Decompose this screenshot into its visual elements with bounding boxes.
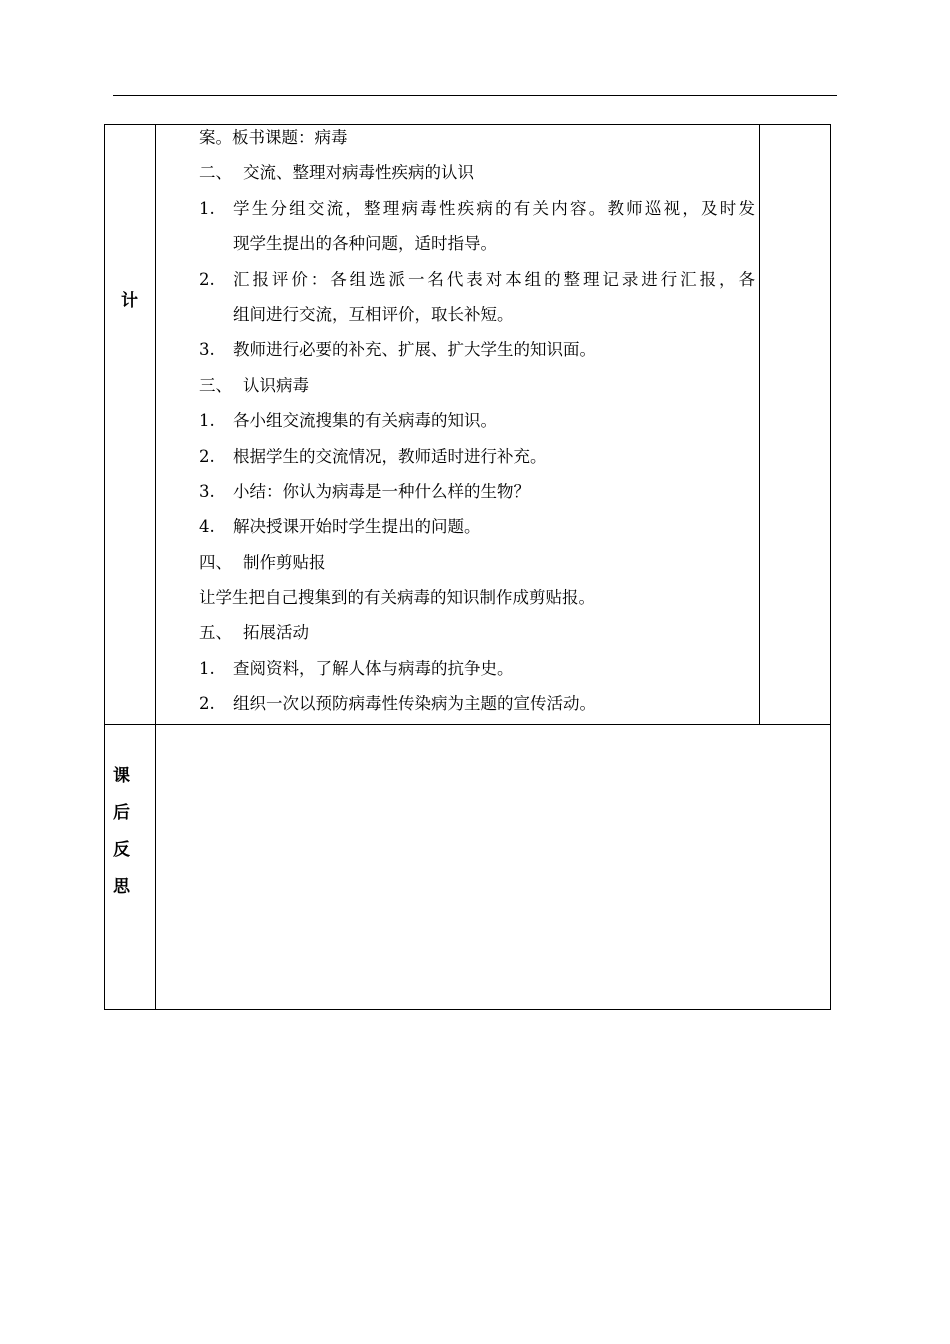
reflection-char: 课 [113, 766, 130, 786]
content-line: 案。板书课题：病毒 [199, 128, 348, 147]
list-item [199, 199, 755, 234]
item-text: 解决授课开始时学生提出的问题。 [233, 517, 481, 537]
item-text: 根据学生的交流情况，教师适时进行补充。 [233, 446, 547, 466]
list-item [199, 482, 755, 517]
list-item [199, 411, 755, 446]
item-text: 查阅资料，了解人体与病毒的抗争史。 [233, 658, 514, 678]
table-divider-left [155, 124, 156, 1010]
section-heading [199, 163, 755, 198]
section-heading [199, 376, 755, 411]
section-title: 交流、整理对病毒性疾病的认识 [243, 163, 474, 183]
item-number: 2. [199, 694, 215, 714]
item-number: 3. [199, 481, 215, 501]
list-item [199, 517, 755, 552]
item-text: 组织一次以预防病毒性传染病为主题的宣传活动。 [233, 694, 596, 714]
item-text: 教师进行必要的补充、扩展、扩大学生的知识面。 [233, 340, 596, 360]
section-number: 五、 [199, 623, 232, 643]
item-number: 2. [199, 269, 215, 289]
section-title: 拓展活动 [243, 623, 309, 643]
section-label-design: 计 [121, 291, 138, 311]
item-continuation: 现学生提出的各种问题，适时指导。 [233, 234, 497, 254]
content-line: 让学生把自己搜集到的有关病毒的知识制作成剪贴报。 [199, 588, 595, 608]
reflection-char: 后 [113, 803, 130, 823]
list-item [199, 659, 755, 694]
reflection-char: 思 [113, 877, 130, 897]
section-number: 四、 [199, 552, 232, 572]
section-heading [199, 553, 755, 588]
section-title: 认识病毒 [243, 375, 309, 395]
table-divider-right [759, 124, 760, 724]
lesson-content [199, 128, 755, 730]
list-item [199, 270, 755, 305]
item-text: 各小组交流搜集的有关病毒的知识。 [233, 411, 497, 431]
item-number: 1. [199, 658, 215, 678]
section-title: 制作剪贴报 [243, 552, 326, 572]
item-text: 汇报评价：各组选派一名代表对本组的整理记录进行汇报，各 [233, 269, 755, 289]
item-number: 1. [199, 411, 215, 431]
item-number: 2. [199, 446, 215, 466]
item-continuation: 组间进行交流，互相评价，取长补短。 [233, 304, 514, 324]
section-heading [199, 623, 755, 658]
list-item [199, 694, 755, 729]
list-item [199, 447, 755, 482]
item-number: 3. [199, 340, 215, 360]
section-number: 三、 [199, 375, 232, 395]
section-label-reflection [113, 758, 133, 906]
header-rule [113, 95, 837, 96]
section-number: 二、 [199, 163, 232, 183]
item-number: 1. [199, 198, 215, 218]
item-number: 4. [199, 517, 215, 537]
item-text: 小结：你认为病毒是一种什么样的生物？ [233, 481, 530, 501]
reflection-char: 反 [113, 840, 130, 860]
item-text: 学生分组交流，整理病毒性疾病的有关内容。教师巡视，及时发 [233, 198, 755, 218]
list-item [199, 340, 755, 375]
